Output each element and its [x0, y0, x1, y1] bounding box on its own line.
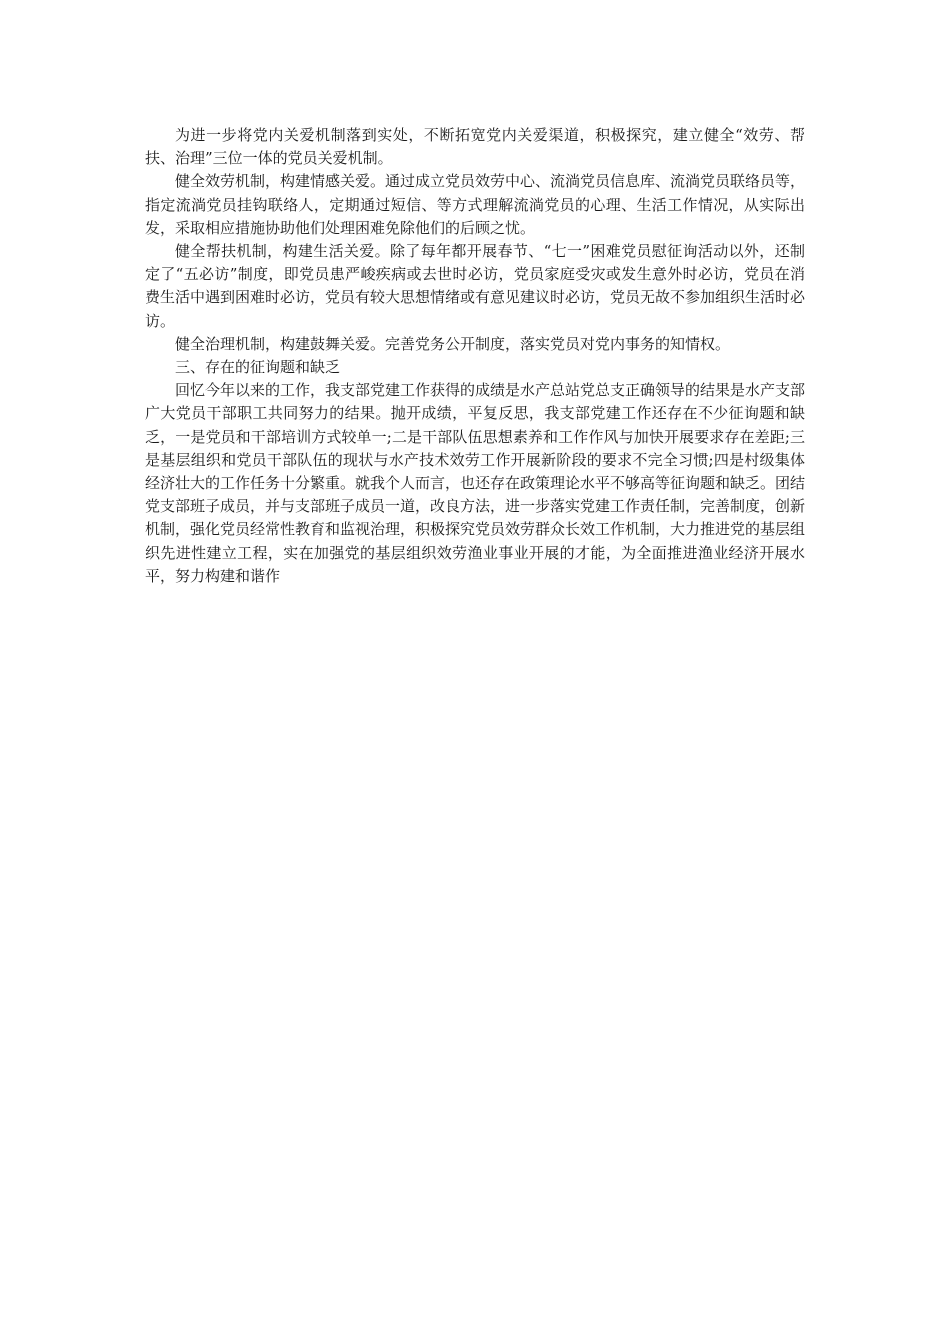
paragraph-service-mechanism: 健全效劳机制，构建情感关爱。通过成立党员效劳中心、流淌党员信息库、流淌党员联络员等，指定流淌党员挂钩联络人，定期通过短信、等方式理解流淌党员的心理、生活工作情况，从实际出发，采取相应措施协助他们处理困难免除他们的后顾之忧。: [145, 172, 806, 237]
paragraph-review: 回忆今年以来的工作，我支部党建工作获得的成绩是水产总站党总支正确领导的结果是水产支部广大党员干部职工共同努力的结果。抛开成绩，平复反思，我支部党建工作还存在不少征询题和缺乏，一是党员和干部培训方式较单一;二是干部队伍思想素养和工作作风与加快开展要求存在差距;三是基层组织和党员干部队伍的现状与水产技术效劳工作开展新阶段的要求不完全习惯;四是村级集体经济壮大的工作任务十分繁重。就我个人而言，也还存在政策理论水平不够高等征询题和缺乏。团结党支部班子成员，并与支部班子成员一道，改良方法，进一步落实党建工作责任制，完善制度，创新机制，强化党员经常性教育和监视治理，积极探究党员效劳群众长效工作机制，大力推进党的基层组织先进性建立工程，实在加强党的基层组织效劳渔业事业开展的才能，为全面推进渔业经济开展水平，努力构建和谐作: [145, 381, 806, 585]
document-body: [145, 124, 805, 588]
paragraph-governance-mechanism: 健全治理机制，构建鼓舞关爱。完善党务公开制度，落实党员对党内事务的知情权。: [175, 334, 731, 353]
section-heading-problems: 三、存在的征询题和缺乏: [175, 358, 341, 377]
paragraph-intro: 为进一步将党内关爱机制落到实处，不断拓宽党内关爱渠道，积极探究，建立健全“效劳、帮扶、治理”三位一体的党员关爱机制。: [145, 126, 805, 168]
paragraph-assistance-mechanism: 健全帮扶机制，构建生活关爱。除了每年都开展春节、“七一”困难党员慰征询活动以外，还制定了“五必访”制度，即党员患严峻疾病或去世时必访，党员家庭受灾或发生意外时必访，党员在消费生活中遇到困难时必访，党员有较大思想情绪或有意见建议时必访，党员无故不参加组织生活时必访。: [145, 242, 806, 330]
